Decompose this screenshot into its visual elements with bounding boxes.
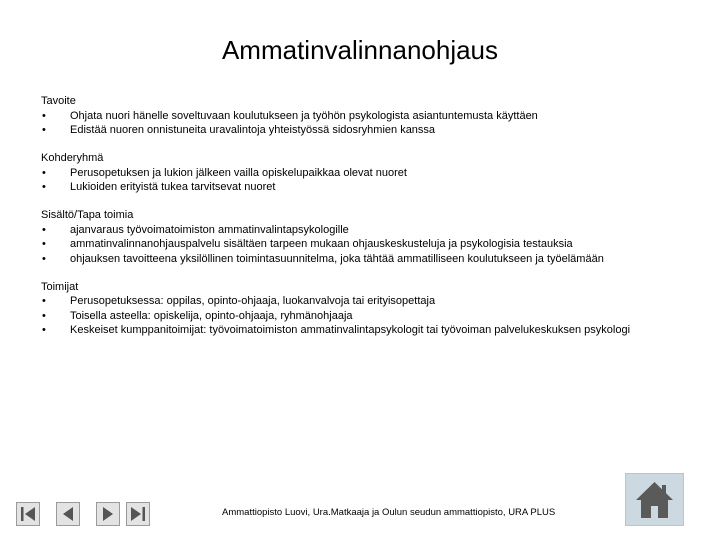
section-heading: Toimijat — [41, 280, 79, 293]
slide-content — [41, 94, 681, 351]
list-item — [41, 180, 681, 195]
previous-slide-button[interactable] — [56, 502, 80, 526]
bullet-marker: • — [42, 166, 46, 179]
section-toimijat — [41, 280, 681, 338]
first-slide-icon — [17, 503, 39, 525]
section-heading: Tavoite — [41, 95, 76, 107]
list-item — [41, 109, 681, 124]
bullet-marker: • — [42, 324, 46, 336]
bullet-text: Ohjata nuori hänelle soveltuvaan koulutukseen ja työhön psykologista asiantuntemusta käyttäen — [70, 109, 538, 122]
bullet-text: Perusopetuksen ja lukion jälkeen vailla opiskelupaikkaa olevat nuoret — [70, 166, 407, 179]
last-slide-button[interactable] — [126, 502, 150, 526]
section-kohderyhma — [41, 151, 681, 195]
bullet-text: ohjauksen tavoitteena yksilöllinen toimintasuunnitelma, joka tähtää ammatilliseen koulutukseen ja työelämään — [70, 252, 604, 265]
home-button[interactable] — [625, 473, 684, 526]
previous-slide-icon — [57, 503, 79, 525]
last-slide-icon — [127, 503, 149, 525]
slide-title: Ammatinvalinnanohjaus — [221, 35, 499, 65]
section-sisalto — [41, 208, 681, 266]
section-tavoite — [41, 94, 681, 138]
list-item — [41, 166, 681, 181]
list-item — [41, 123, 681, 138]
bullet-marker: • — [42, 238, 46, 250]
bullet-marker: • — [42, 252, 46, 265]
bullet-text: Keskeiset kumppanitoimijat: työvoimatoimiston ammatinvalintapsykologit tai työvoiman palvelukeskuksen psykologi — [70, 324, 631, 336]
bullet-text: Edistää nuoren onnistuneita uravalintoja yhteistyössä sidosryhmien kanssa — [70, 124, 436, 136]
list-item — [41, 252, 681, 267]
list-item — [41, 237, 681, 252]
slide-footer: Ammattiopisto Luovi, Ura.Matkaaja ja Oulun seudun ammattiopisto, URA PLUS — [222, 507, 556, 518]
bullet-marker: • — [42, 181, 46, 193]
next-slide-icon — [97, 503, 119, 525]
list-item — [41, 323, 681, 338]
list-item — [41, 294, 681, 309]
bullet-marker: • — [42, 223, 46, 236]
bullet-text: Lukioiden erityistä tukea tarvitsevat nuoret — [70, 181, 276, 193]
bullet-text: Toisella asteella: opiskelija, opinto-ohjaaja, ryhmänohjaaja — [70, 309, 353, 322]
first-slide-button[interactable] — [16, 502, 40, 526]
list-item — [41, 223, 681, 238]
home-icon — [626, 474, 683, 525]
bullet-text: ammatinvalinnanohjauspalvelu sisältäen tarpeen mukaan ohjauskeskusteluja ja psykologisia testauksia — [70, 238, 573, 250]
bullet-marker: • — [42, 124, 46, 136]
bullet-text: Perusopetuksessa: oppilas, opinto-ohjaaja, luokanvalvoja tai erityisopettaja — [70, 295, 436, 307]
section-heading: Sisältö/Tapa toimia — [41, 209, 134, 221]
bullet-marker: • — [42, 309, 46, 322]
list-item — [41, 309, 681, 324]
bullet-marker: • — [42, 295, 46, 307]
bullet-marker: • — [42, 109, 46, 122]
section-heading: Kohderyhmä — [41, 152, 104, 164]
bullet-text: ajanvaraus työvoimatoimiston ammatinvalintapsykologille — [70, 223, 349, 236]
next-slide-button[interactable] — [96, 502, 120, 526]
